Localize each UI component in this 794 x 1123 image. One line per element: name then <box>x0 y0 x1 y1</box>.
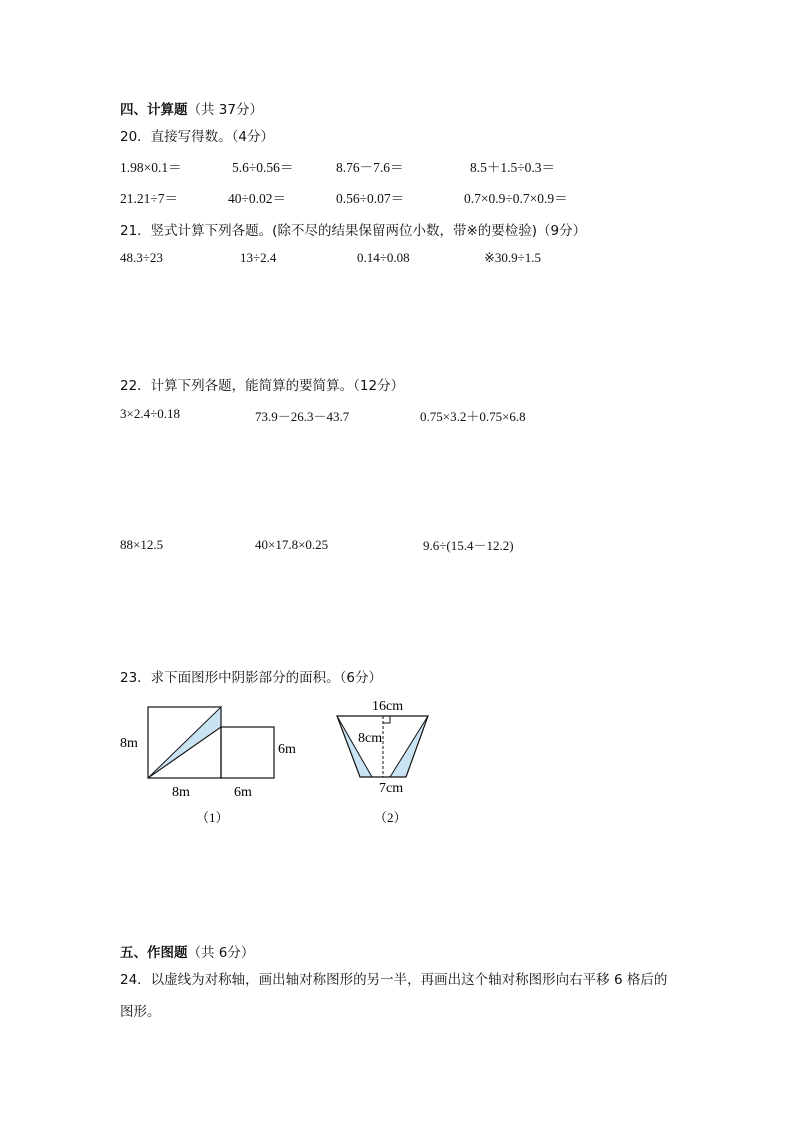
q20-title: 20．直接写得数。（4分） <box>120 129 275 145</box>
q22-item: 73.9－26.3－43.7 <box>255 409 350 424</box>
q20-item: 8.76－7.6＝ <box>336 160 404 175</box>
fig2-caption: （2） <box>374 810 407 825</box>
q22-title: 22．计算下列各题，能简算的要简算。（12分） <box>120 378 405 394</box>
section-4-heading <box>120 98 263 118</box>
fig1-bottom-left-label: 8m <box>172 785 190 800</box>
q22-item: 0.75×3.2＋0.75×6.8 <box>420 409 526 424</box>
q22-item: 3×2.4÷0.18 <box>120 406 180 421</box>
figure-1 <box>120 707 296 825</box>
q20-item: 1.98×0.1＝ <box>120 160 182 175</box>
fig2-bottom-label: 7cm <box>379 781 404 796</box>
q20-item: 21.21÷7＝ <box>120 191 179 206</box>
q23-title: 23．求下面图形中阴影部分的面积。（6分） <box>120 670 383 686</box>
fig1-bottom-right-label: 6m <box>234 785 252 800</box>
fig1-shaded-triangle <box>148 707 221 778</box>
q21-item: ※30.9÷1.5 <box>484 250 542 265</box>
fig2-left-diagonal <box>337 716 372 777</box>
section-4-title: 四、计算题 <box>120 102 188 118</box>
q20-item: 40÷0.02＝ <box>228 191 287 206</box>
fig1-left-label: 8m <box>120 736 138 751</box>
fig2-right-angle-mark <box>383 716 390 723</box>
q24-line-1: 24．以虚线为对称轴，画出轴对称图形的另一半，再画出这个轴对称图形向右平移 6 格后的 <box>120 972 668 988</box>
fig1-caption: （1） <box>196 810 229 825</box>
q21-item: 0.14÷0.08 <box>357 250 410 265</box>
fig1-small-square <box>221 727 274 778</box>
fig1-diagonal <box>148 727 221 778</box>
fig2-height-label: 8cm <box>358 731 383 746</box>
q22-item: 9.6÷(15.4－12.2) <box>423 538 514 553</box>
q21-title: 21．竖式计算下列各题。(除不尽的结果保留两位小数，带※的要检验)（9分） <box>120 223 587 239</box>
q20-item: 0.7×0.9÷0.7×0.9＝ <box>464 191 568 206</box>
q24-line-2: 图形。 <box>120 1004 161 1020</box>
q21-item: 13÷2.4 <box>240 250 277 265</box>
figure-2 <box>337 699 428 825</box>
q21-item: 48.3÷23 <box>120 250 163 265</box>
section-5-title: 五、作图题 <box>120 945 188 961</box>
fig1-right-label: 6m <box>278 742 296 757</box>
q23-figures <box>110 695 440 835</box>
section-5-heading <box>120 941 254 961</box>
q20-item: 0.56÷0.07＝ <box>336 191 405 206</box>
section-5-points: （共 6分） <box>187 945 255 961</box>
section-4-points: （共 37分） <box>187 102 263 118</box>
q22-item: 88×12.5 <box>120 537 164 552</box>
q20-item: 5.6÷0.56＝ <box>232 160 294 175</box>
q20-item: 8.5＋1.5÷0.3＝ <box>470 160 556 175</box>
q22-item: 40×17.8×0.25 <box>255 537 329 552</box>
fig2-top-label: 16cm <box>372 699 404 714</box>
